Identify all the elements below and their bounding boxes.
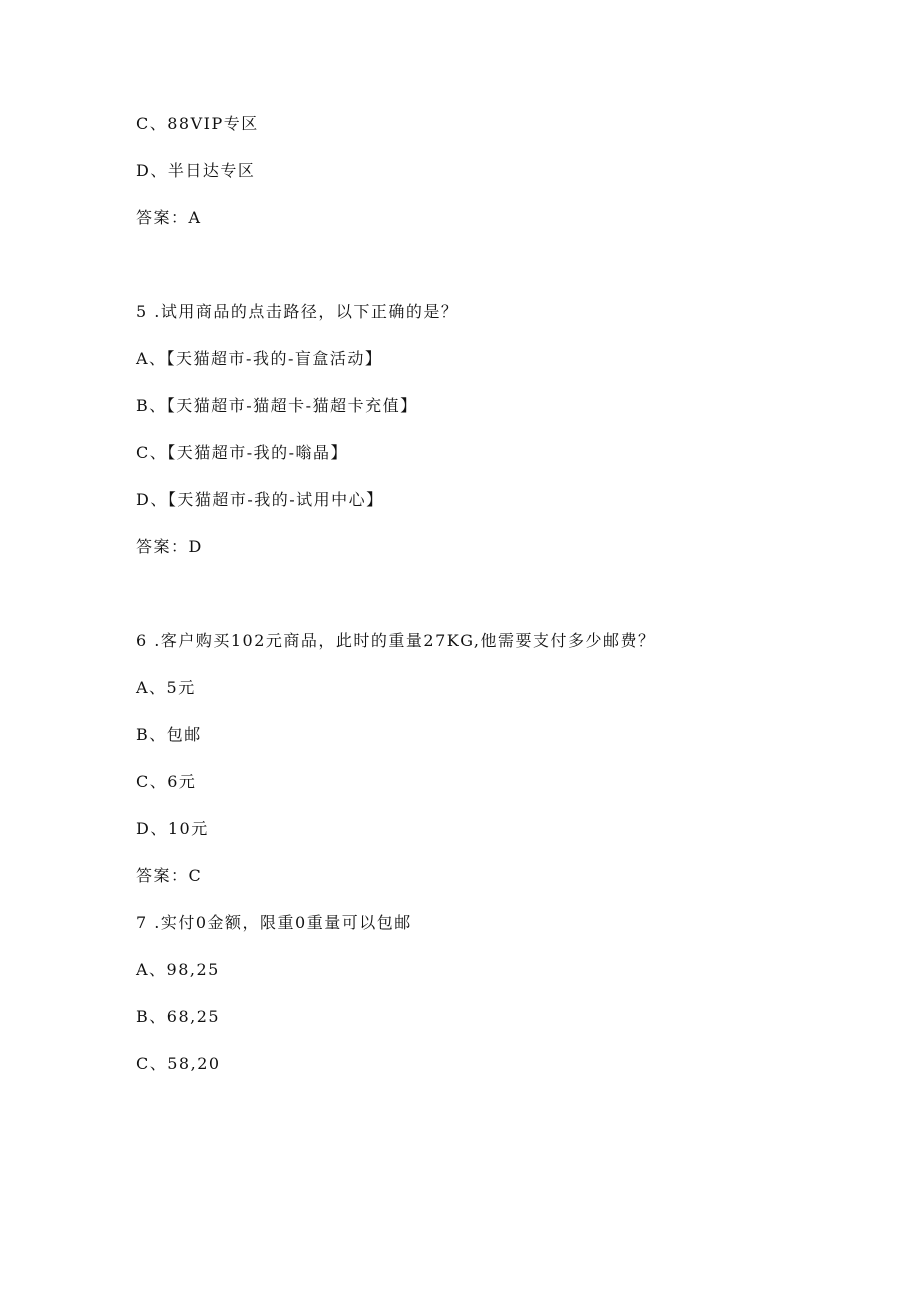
q6-option-b: B、包邮 [136,725,202,744]
q7-option-c: C、58,20 [136,1054,221,1073]
q7-option-b: B、68,25 [136,1007,221,1026]
q5-question: 5 .试用商品的点击路径，以下正确的是？ [136,302,459,321]
q6-answer: 答案：C [136,866,203,885]
q5-option-b: B、【天猫超市-猫超卡-猫超卡充值】 [136,396,418,415]
q6-option-c: C、6元 [136,772,197,791]
q4-option-d: D、半日达专区 [136,161,256,180]
q5-option-a: A、【天猫超市-我的-盲盒活动】 [136,349,383,368]
q6-option-a: A、5元 [136,678,196,697]
q5-option-c: C、【天猫超市-我的-嗡晶】 [136,443,349,462]
q7-option-a: A、98,25 [136,960,220,979]
q5-option-d: D、【天猫超市-我的-试用中心】 [136,490,384,509]
q4-option-c: C、88VIP专区 [136,114,259,133]
q6-question: 6 .客户购买102元商品，此时的重量27KG,他需要支付多少邮费？ [136,631,656,650]
q4-answer: 答案：A [136,208,202,227]
q6-option-d: D、10元 [136,819,209,838]
q5-answer: 答案：D [136,537,203,556]
q7-question: 7 .实付0金额，限重0重量可以包邮 [136,913,412,932]
